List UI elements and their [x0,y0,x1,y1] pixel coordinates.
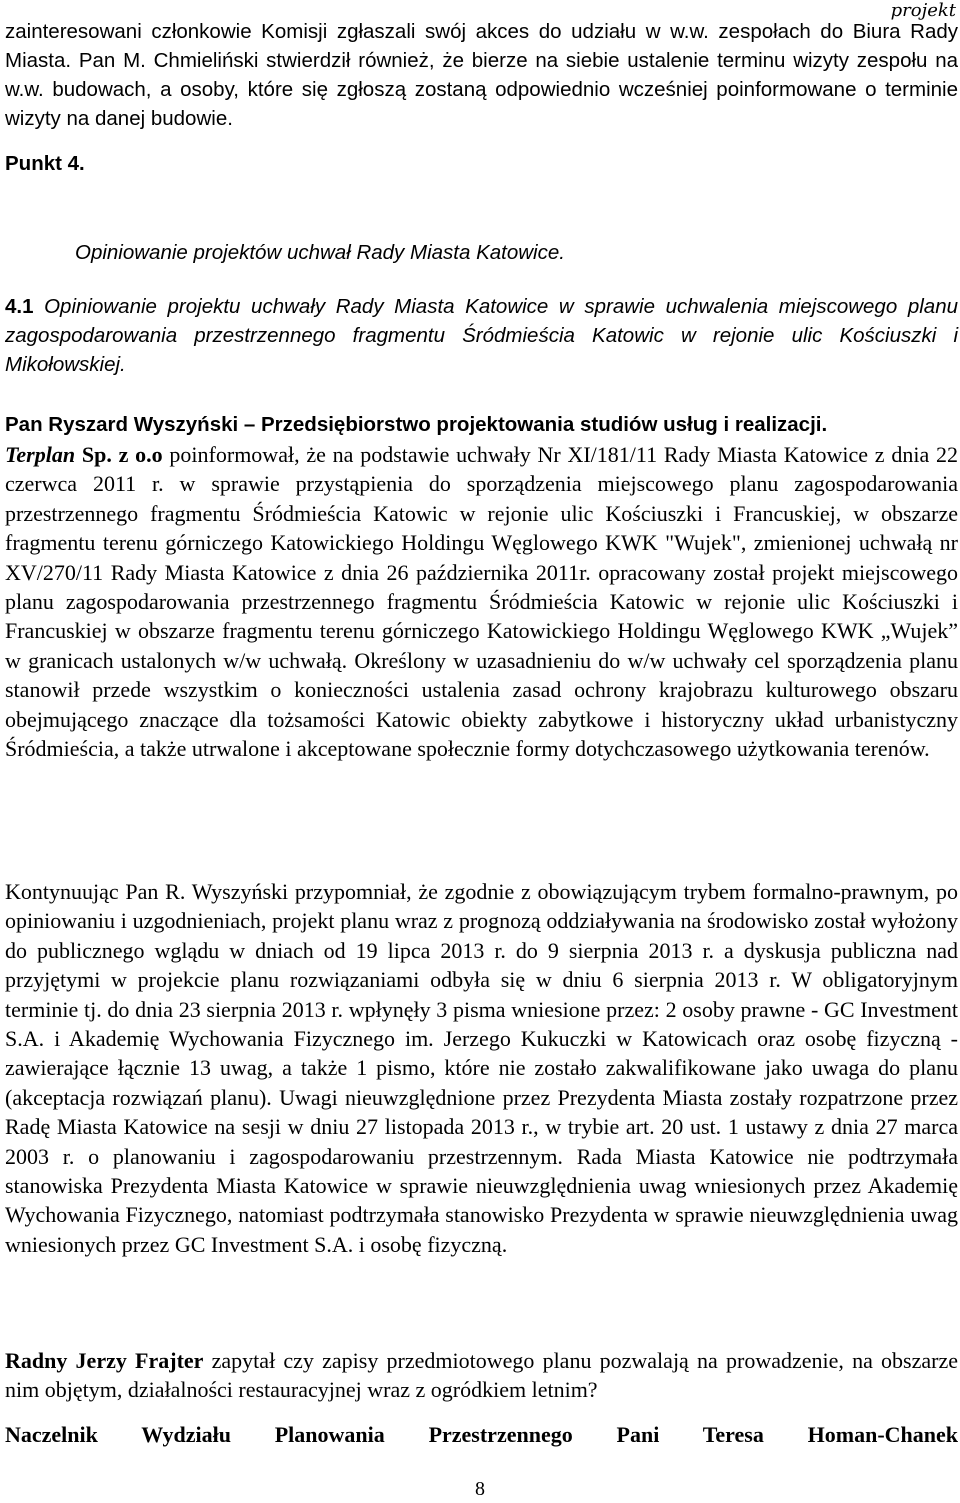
intro-paragraph: zainteresowani członkowie Komisji zgłaszali swój akces do udziału w w.w. zespołach do Biura Rady Miasta. Pan M. Chmieliński stwierdził również, że bierze na siebie ustalenie terminu wizyty zespołu na w.w. budowach, a osoby, które się zgłoszą zostaną odpowiednio wcześniej poinformowane o terminie wizyty na danej budowie. [5,20,958,130]
closing-line: Naczelnik Wydziału Planowania Przestrzennego Pani Teresa Homan-Chanek [5,1422,958,1447]
question-text: zapytał czy zapisy przedmiotowego planu pozwalają na prowadzenie, na obszarze nim objętym, działalności restauracyjnej wraz z ogródkiem letnim? [5,1348,958,1403]
speaker-statement [5,440,958,763]
page-number: 8 [475,1478,485,1500]
speaker-name: Pan Ryszard Wyszyński [5,413,239,436]
item-title: Opiniowanie projektu uchwały Rady Miasta Katowice w sprawie uchwalenia miejscowego planu zagospodarowania przestrzennego fragmentu Śródmieścia Katowic w rejonie ulic Kościuszki i Mikołowskiej. [5,295,958,376]
item-heading [5,292,958,379]
company-suffix: Sp. z o.o [75,442,163,467]
question-speaker: Radny Jerzy Frajter [5,1348,204,1373]
header-label: projekt [890,0,956,21]
speaker-dash: – [238,413,261,436]
company-name: Terplan [5,442,76,467]
question-paragraph [5,1346,958,1405]
section-subtitle: Opiniowanie projektów uchwał Rady Miasta Katowice. [75,241,565,264]
continuation-paragraph: Kontynuując Pan R. Wyszyński przypomniał, że zgodnie z obowiązującym trybem formalno-prawnym, po opiniowaniu i uzgodnieniach, projekt planu wraz z prognozą oddziaływania na środowisko został wyłożony do publicznego wglądu w dniach od 19 lipca 2013 r. do 9 sierpnia 2013 r. a dyskusja publiczna nad przyjętymi w projekcie planu rozwiązaniami odbyła się w dniu 6 sierpnia 2013 r. W obligatoryjnym terminie tj. do dnia 23 sierpnia 2013 r. wpłynęły 3 pisma wniesione przez: 2 osoby prawne - GC Investment S.A. i Akademię Wychowania Fizycznego im. Jerzego Kukuczki w Katowicach oraz osobę fizyczną - zawierające łącznie 13 uwag, a także 1 pismo, które nie zostało zakwalifikowane jako uwaga do planu (akceptacja rozwiązań planu). Uwagi nieuwzględnione przez Prezydenta Miasta zostały rozpatrzone przez Radę Miasta Katowice na sesji w dniu 27 listopada 2013 r., w trybie art. 20 ust. 1 ustawy z dnia 27 marca 2003 r. o planowaniu i zagospodarowaniu przestrzennym. Rada Miasta Katowice nie podtrzymała stanowiska Prezydenta Miasta Katowice w sprawie nieuwzględnienia uwag wniesionych przez Akademię Wychowania Fizycznego, natomiast podtrzymała stanowisko Prezydenta w sprawie nieuwzględnienia uwag wniesionych przez GC Investment S.A. i osobę fizyczną. [5,879,958,1257]
section-heading: Punkt 4. [5,152,85,175]
statement-text: poinformował, że na podstawie uchwały Nr XI/181/11 Rady Miasta Katowice z dnia 22 czerwca 2011 r. w sprawie przystąpienia do sporządzenia miejscowego planu zagospodarowania przestrzennego fragmentu Śródmieścia Katowic w rejonie ulic Kościuszki i Francuskiej, w obszarze fragmentu terenu górniczego Katowickiego Holdingu Węglowego KWK "Wujek", zmienionej uchwałą nr XV/270/11 Rady Miasta Katowice z dnia 26 października 2011r. opracowany został projekt miejscowego planu zagospodarowania przestrzennego fragmentu Śródmieścia Katowic w rejonie ulic Kościuszki i Francuskiej w obszarze fragmentu terenu górniczego Katowickiego Holdingu Węglowego KWK „Wujek” w granicach ustalonych w/w uchwałą. Określony w uzasadnieniu do w/w uchwały cel sporządzenia planu stanowił przede wszystkim o konieczności ustalenia zasad ochrony krajobrazu kulturowego obszaru obejmującego znaczące dla tożsamości Katowic obiekty zabytkowe i historyczny układ urbanistyczny Śródmieścia, a także utrwalone i akceptowane społecznie formy dotychczasowego użytkowania terenów. [5,442,958,762]
item-number: 4.1 [5,295,34,318]
speaker-organization: Przedsiębiorstwo projektowania studiów usług i realizacji. [261,413,828,436]
speaker-heading [5,410,958,439]
